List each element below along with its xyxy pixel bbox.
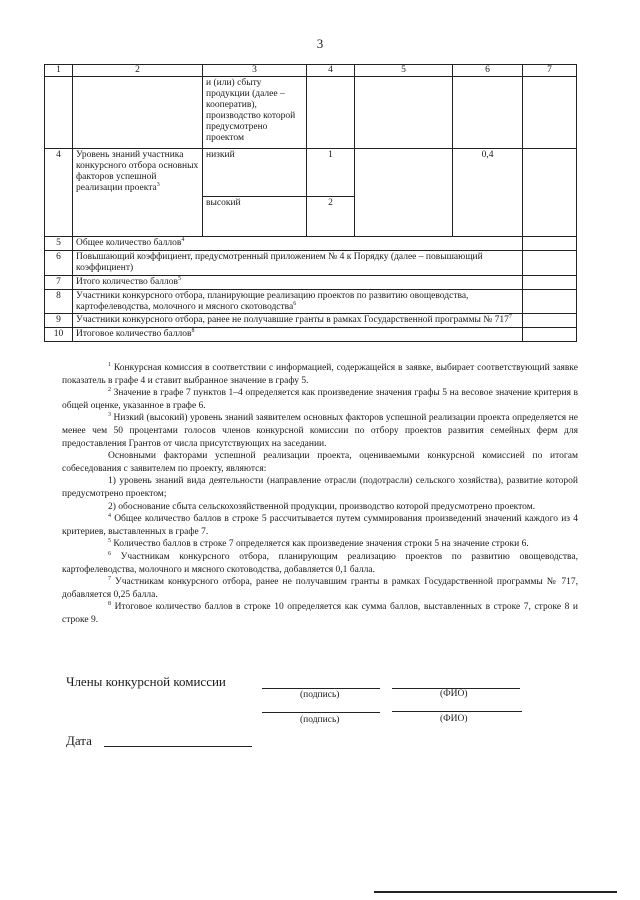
row-label: Повышающий коэффициент, предусмотренный приложением № 4 к Порядку (далее – повышающий коэффициент): [73, 250, 523, 275]
row-label: Участники конкурсного отбора, планирующие реализацию проектов по развитию овощеводства, картофелеводства, молочного и мясного скотоводства$^6$: [73, 289, 523, 314]
criterion-weight: 0,4: [453, 148, 523, 236]
footnote-3-factor-1: 1) уровень знаний вида деятельности (направление отрасли (подотрасли) сельского хозяйства), развитие которой предусмотрено проектом;: [62, 476, 578, 499]
bottom-rule: [374, 891, 617, 893]
row-number: 10: [45, 328, 73, 342]
date-label: Дата: [66, 733, 92, 748]
table-header-row: [45, 65, 577, 77]
row-number: 6: [45, 250, 73, 275]
table-row-8: [45, 289, 577, 314]
scoring-table: [44, 64, 577, 342]
row-number: 7: [45, 275, 73, 289]
row-number: 9: [45, 314, 73, 328]
page-number: 3: [316, 36, 324, 51]
signature-caption-2: (подпись): [300, 715, 340, 725]
row-label: Итого количество баллов$^5$: [73, 275, 523, 289]
table-row-continuation: [45, 76, 577, 148]
column-number-2: 2: [73, 65, 203, 77]
signature-caption-1: (подпись): [300, 690, 340, 700]
signature-line-2: [262, 712, 380, 713]
column-number-3: 3: [203, 65, 307, 77]
column-number-7: 7: [523, 65, 577, 77]
name-line-2: [392, 711, 522, 712]
footnote-8: $^8$ Итоговое количество баллов в строке 10 определяется как сумма баллов, выставленных в строке 7, строке 8 и строке 9.: [62, 601, 578, 625]
level-low: низкий: [203, 148, 307, 196]
score-high: 2: [307, 196, 355, 236]
row-label: Участники конкурсного отбора, ранее не получавшие гранты в рамках Государственной программы № $717^7$: [73, 314, 523, 328]
footnote-3: $^3$ Низкий (высокий) уровень знаний заявителем основных факторов успешной реализации проекта определяется не менее чем 50 процентами голосов членов конкурсной комиссии по отбору проектов развития семейных ферм для предоставления Грантов от числа присутствующих на заседании.: [62, 412, 578, 449]
level-high: высокий: [203, 196, 307, 236]
table-row-5: [45, 236, 577, 250]
row-number: 5: [45, 236, 73, 250]
footnote-4: $^4$ Общее количество баллов в строке 5 рассчитывается путем суммирования произведений значений каждого из 4 критериев, выставленных в графе 7.: [62, 512, 578, 537]
continued-criterion-text: и (или) сбыту продукции (далее – кооператив), производство которой предусмотрено проектом: [203, 76, 307, 148]
row-number: 8: [45, 289, 73, 314]
column-number-6: 6: [453, 65, 523, 77]
footnotes: [62, 362, 578, 626]
row-label: Общее количество баллов$^4$: [73, 236, 523, 250]
name-caption-1: (ФИО): [440, 689, 468, 699]
column-number-4: 4: [307, 65, 355, 77]
date-line: [104, 746, 252, 747]
score-low: 1: [307, 148, 355, 196]
table-row-10: [45, 328, 577, 342]
name-caption-2: (ФИО): [440, 714, 468, 724]
commission-members-label: Члены конкурсной комиссии: [66, 674, 226, 689]
footnote-3-factors: Основными факторами успешной реализации проекта, оцениваемыми конкурсной комиссией по итогам собеседования с заявителем по проекту, являются:: [62, 451, 578, 474]
footnote-7: $^7$ Участникам конкурсного отбора, ранее не получавшим гранты в рамках Государственной программы № 717, добавляется 0,25 балла.: [62, 575, 579, 600]
footnote-5: $^5$ Количество баллов в строке 7 определяется как произведение значения строки 5 на значение строки 6.: [108, 538, 529, 550]
column-number-1: 1: [45, 65, 73, 77]
footnote-2: $^2$ Значение в графе 7 пунктов 1–4 определяется как произведение значения графы 5 на весовое значение критерия в общей оценке, указанное в графе 6.: [62, 387, 579, 411]
table-row-4: [45, 148, 577, 196]
row-number: 4: [45, 148, 73, 236]
column-number-5: 5: [355, 65, 453, 77]
footnote-6: $^6$ Участникам конкурсного отбора, планирующим реализацию проектов по развитию овощеводства, картофелеводства, молочного и мясного скотоводства, добавляется 0,1 балла.: [62, 550, 578, 575]
footnote-1: $^1$ Конкурсная комиссия в соответствии с информацией, содержащейся в заявке, выбирает соответствующий заявке показатель в графе 4 и ставит выбранное значение в графу 5.: [62, 361, 578, 386]
table-row-7: [45, 275, 577, 289]
table-row-9: [45, 314, 577, 328]
signature-line-1: [262, 688, 380, 689]
row-label: Уровень знаний участника конкурсного отбора основных факторов успешной реализации проекта$^3$: [73, 148, 203, 236]
table-row-6: [45, 250, 577, 275]
row-label: Итоговое количество баллов$^8$: [73, 328, 523, 342]
footnote-3-factor-2: 2) обоснование сбыта сельскохозяйственной продукции, производство которой предусмотрено проектом.: [108, 501, 536, 512]
